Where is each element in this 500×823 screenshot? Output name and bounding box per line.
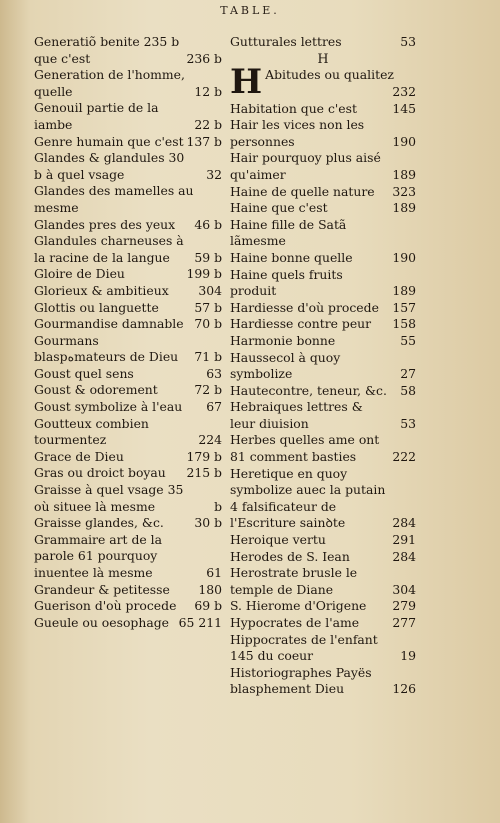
entry-page-ref: 304 (392, 581, 416, 597)
index-entry (230, 615, 416, 632)
entry-page-ref: 284 (392, 515, 416, 531)
entry-text: Goust & odorement (34, 382, 158, 398)
entry-page-ref: 27 (400, 366, 416, 382)
entry-page-ref: 55 (400, 332, 416, 348)
entry-page-ref: 190 (392, 133, 416, 149)
entry-text: Generatiõ benite 235 b que c'est (34, 34, 180, 66)
entry-page-ref: 30 b (194, 515, 222, 531)
entry-text: Heroique vertu (230, 532, 326, 548)
entry-text: Herodes de S. Iean (230, 548, 350, 564)
entry-page-ref: 189 (392, 166, 416, 182)
entry-text: Hautecontre, teneur, &c. (230, 382, 387, 398)
entry-text: Generation de l'homme, quelle (34, 67, 185, 99)
entry-page-ref: 190 (392, 249, 416, 265)
entry-text: Gourmans blaspهmateurs de Dieu (34, 332, 179, 365)
entry-text: Haine quels fruits produit (230, 266, 343, 299)
index-entry (230, 532, 416, 549)
entry-text: Harmonie bonne (230, 332, 336, 348)
entry-page-ref: 69 b (194, 598, 222, 614)
index-entry (34, 183, 222, 216)
entry-page-ref: 199 b (186, 266, 222, 282)
index-entry (34, 449, 222, 466)
entry-page-ref: 279 (392, 598, 416, 614)
entry-text: S. Hierome d'Origene (230, 598, 367, 614)
entry-page-ref: 189 (392, 200, 416, 216)
index-entry (34, 598, 222, 615)
entry-text: Hippocrates de l'enfant 145 du coeur (230, 631, 378, 664)
entry-page-ref: 126 (392, 681, 416, 697)
index-entry (230, 217, 416, 250)
entry-page-ref: b (214, 498, 222, 514)
letter-heading: H (317, 50, 329, 66)
index-entry (230, 333, 416, 350)
entry-text: Hypocrates de l'ame (230, 615, 360, 630)
entry-page-ref: 284 (392, 548, 416, 564)
index-column-left (34, 34, 222, 631)
entry-page-ref: 224 (198, 432, 222, 448)
entry-page-ref: 323 (392, 183, 416, 199)
index-entry (34, 100, 222, 133)
entry-page-ref: 32 (206, 166, 222, 182)
index-entry (34, 399, 222, 416)
index-entry (230, 267, 416, 300)
index-entry (230, 300, 416, 317)
entry-text: Graisse glandes, &c. (34, 515, 164, 531)
entry-text: Gras ou droict boyau (34, 465, 166, 481)
entry-page-ref: 180 (198, 581, 222, 597)
entry-text: Goutteux combien tourmentez (34, 415, 149, 448)
entry-text: Gutturales lettres (230, 34, 342, 49)
entry-page-ref: 189 (392, 283, 416, 299)
entry-page-ref: 232 (392, 84, 416, 99)
index-entry (34, 382, 222, 399)
running-head: TABLE. (220, 4, 280, 17)
entry-page-ref: 71 b (194, 349, 222, 365)
index-entry (34, 150, 222, 183)
entry-text: Guerison d'où procede (34, 598, 177, 614)
entry-text: Grandeur & petitesse (34, 581, 170, 597)
entry-page-ref: 222 (392, 449, 416, 465)
index-entry (230, 432, 416, 465)
index-entry (230, 117, 416, 150)
index-entry (34, 283, 222, 300)
index-entry (230, 399, 416, 432)
entry-text: Goust quel sens (34, 365, 134, 381)
entry-page-ref: 158 (392, 316, 416, 332)
index-entry (34, 532, 222, 582)
index-entry (34, 482, 222, 515)
index-entry (230, 184, 416, 201)
index-entry (34, 34, 222, 67)
index-entry (230, 598, 416, 615)
entry-page-ref: 179 b (186, 448, 222, 464)
index-entry (230, 665, 416, 698)
drop-cap-initial: H (230, 61, 263, 102)
index-entry (34, 316, 222, 333)
index-entry (34, 465, 222, 482)
entry-page-ref: 65 211 (178, 614, 222, 630)
entry-text: Haine fille de Satã lãmesme (230, 216, 347, 249)
entry-page-ref: 236 b (186, 50, 222, 66)
entry-page-ref: 137 b (186, 133, 222, 149)
entry-page-ref: 63 (206, 365, 222, 381)
entry-text: Gueule ou oesophage (34, 614, 169, 630)
index-entry (34, 233, 222, 266)
entry-page-ref: 157 (392, 299, 416, 315)
entry-page-ref: 53 (400, 415, 416, 431)
entry-text: Haine bonne quelle (230, 249, 353, 265)
entry-text: Grammaire art de la parole 61 pourquoy inuentee là mesme (34, 531, 163, 580)
entry-page-ref: 304 (198, 282, 222, 298)
entry-text: Grace de Dieu (34, 448, 124, 464)
index-entry (230, 350, 416, 383)
entry-text: Gloire de Dieu (34, 266, 125, 282)
index-entry (34, 615, 222, 632)
entry-page-ref: 291 (392, 532, 416, 548)
entry-text: Herostrate brusle le temple de Diane (230, 565, 358, 597)
index-entry (34, 134, 222, 151)
entry-page-ref: 46 b (194, 216, 222, 232)
index-entry (34, 217, 222, 234)
index-entry (34, 416, 222, 449)
entry-text: Glandules charneuses à la racine de la langue (34, 233, 184, 265)
entry-page-ref: 145 (392, 100, 416, 116)
entry-page-ref: 70 b (194, 316, 222, 332)
entry-text: Goust symbolize à l'eau (34, 399, 183, 415)
index-entry (230, 250, 416, 267)
entry-text: Hair les vices non les personnes (230, 117, 365, 149)
index-entry (34, 515, 222, 532)
entry-text: Glandes des mamelles au mesme (34, 183, 194, 215)
index-column-right (230, 34, 416, 698)
index-entry (34, 67, 222, 100)
index-entry-initial (230, 61, 416, 102)
entry-page-ref: 277 (392, 615, 416, 630)
entry-page-ref: 67 (206, 399, 222, 415)
index-entry (34, 266, 222, 283)
index-entry (230, 316, 416, 333)
entry-page-ref: 61 (206, 565, 222, 580)
entry-page-ref: 19 (400, 648, 416, 664)
entry-text: Heretique en quoy symbolize auec la putain 4 falsificateur de l'Escriture sainꝺte (230, 465, 386, 531)
index-entry (230, 150, 416, 183)
entry-text: Graisse à quel vsage 35 où situee là mesme (34, 482, 184, 514)
entry-page-ref: 58 (400, 382, 416, 398)
entry-text: Genre humain que c'est (34, 133, 184, 149)
entry-text: Hardiesse d'où procede (230, 299, 379, 315)
entry-page-ref: 57 b (194, 299, 222, 315)
index-entry (230, 200, 416, 217)
entry-page-ref: 22 b (194, 116, 222, 132)
index-entry (230, 632, 416, 665)
entry-page-ref: 53 (400, 34, 416, 49)
entry-page-ref: 72 b (194, 382, 222, 398)
index-entry (230, 383, 416, 400)
entry-text: Historiographes Payës blasphement Dieu (230, 664, 372, 697)
index-entry (230, 466, 416, 532)
entry-text: Hebraiques lettres & leur diuision (230, 399, 363, 431)
entry-page-ref: 59 b (194, 249, 222, 265)
entry-page-ref: 12 b (194, 83, 222, 99)
index-entry (34, 366, 222, 383)
index-entry (230, 34, 416, 51)
entry-text: Glandes & glandules 30 b à quel vsage (34, 150, 185, 182)
entry-text: Glandes pres des yeux (34, 216, 176, 232)
index-entry (230, 101, 416, 118)
entry-text: Glorieux & ambitieux (34, 282, 169, 298)
entry-text: Abitudes ou qualitez (265, 66, 394, 82)
entry-text: Genouil partie de la iambe (34, 100, 159, 132)
entry-text: Glottis ou languette (34, 299, 159, 315)
index-entry (34, 300, 222, 317)
index-entry (34, 582, 222, 599)
entry-text: Hardiesse contre peur (230, 316, 372, 332)
entry-page-ref: 215 b (186, 465, 222, 481)
entry-text: Habitation que c'est (230, 100, 357, 116)
entry-text: Haussecol à quoy symbolize (230, 349, 341, 382)
entry-text: Haine de quelle nature (230, 183, 375, 199)
index-entry (230, 565, 416, 598)
entry-text: Gourmandise damnable (34, 316, 184, 332)
index-entry (230, 549, 416, 566)
index-entry (34, 333, 222, 366)
entry-text: Herbes quelles ame ont 81 comment basties (230, 432, 380, 465)
index-entries-h (230, 101, 416, 698)
entry-text: Hair pourquoy plus aisé qu'aimer (230, 150, 381, 182)
entry-text: Haine que c'est (230, 200, 328, 216)
